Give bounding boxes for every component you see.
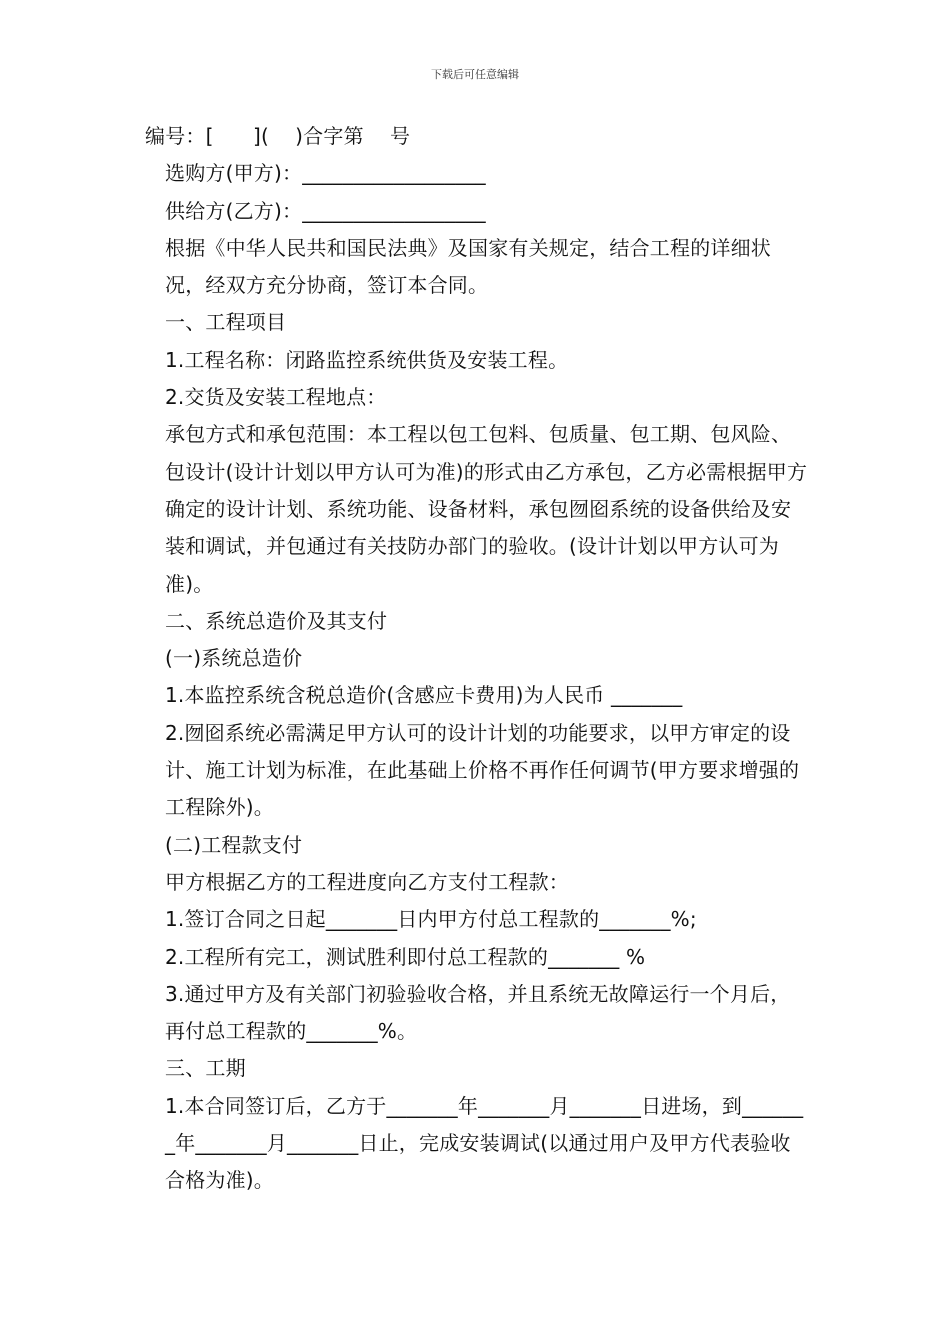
section-1-title: 一、工程项目 (165, 310, 287, 335)
payment-lead: 甲方根据乙方的工程进度向乙方支付工程款： (165, 869, 569, 894)
delivery-location-item: 2.交货及安装工程地点： (165, 385, 387, 410)
contract-scope-paragraph: 承包方式和承包范围：本工程以包工包料、包质量、包工期、包风险、包设计(设计计划以甲方认可为准)的形式由乙方承包，乙方必需根据甲方确定的设计计划、系统功能、设备材料，承包囫囵系统的设备供给及安装和调试，并包通过有关技防办部门的验收。(设计计划以甲方认可为准)。 (165, 422, 808, 596)
section-3-title: 三、工期 (165, 1056, 246, 1081)
contract-body (145, 118, 810, 1200)
payment-item-1: 1.签订合同之日起_______日内甲方付总工程款的_______%; (165, 907, 697, 932)
schedule-item-1: 1.本合同签订后，乙方于_______年_______月_______日进场，到_______年_______月_______日止，完成安装调试(以通过用户及甲方代表验收合格为准)。 (165, 1093, 804, 1193)
total-price-subtitle: (一)系统总造价 (165, 646, 303, 671)
section-2-title: 二、系统总造价及其支付 (165, 608, 388, 633)
supplier-line: 供给方(乙方)：__________________ (165, 198, 486, 223)
project-name-item: 1.工程名称：闭路监控系统供货及安装工程。 (165, 347, 569, 372)
intro-paragraph: 根据《中华人民共和国民法典》及国家有关规定，结合工程的详细状况，经双方充分协商，签订本合同。 (165, 235, 771, 298)
contract-number: 编号：[ ]( )合字第 号 (145, 124, 411, 148)
page-header-note: 下载后可任意编辑 (431, 68, 519, 81)
buyer-line: 选购方(甲方)：__________________ (165, 161, 486, 186)
payment-subtitle: (二)工程款支付 (165, 832, 303, 857)
total-price-item: 1.本监控系统含税总造价(含感应卡费用)为人民币 _______ (165, 683, 683, 708)
payment-item-2: 2.工程所有完工，测试胜利即付总工程款的_______ % (165, 944, 646, 969)
requirements-item: 2.囫囵系统必需满足甲方认可的设计计划的功能要求，以甲方审定的设计、施工计划为标准，在此基础上价格不再作任何调节(甲方要求增强的工程除外)。 (165, 720, 800, 820)
payment-item-3: 3.通过甲方及有关部门初验验收合格，并且系统无故障运行一个月后，再付总工程款的_______%。 (165, 981, 791, 1044)
